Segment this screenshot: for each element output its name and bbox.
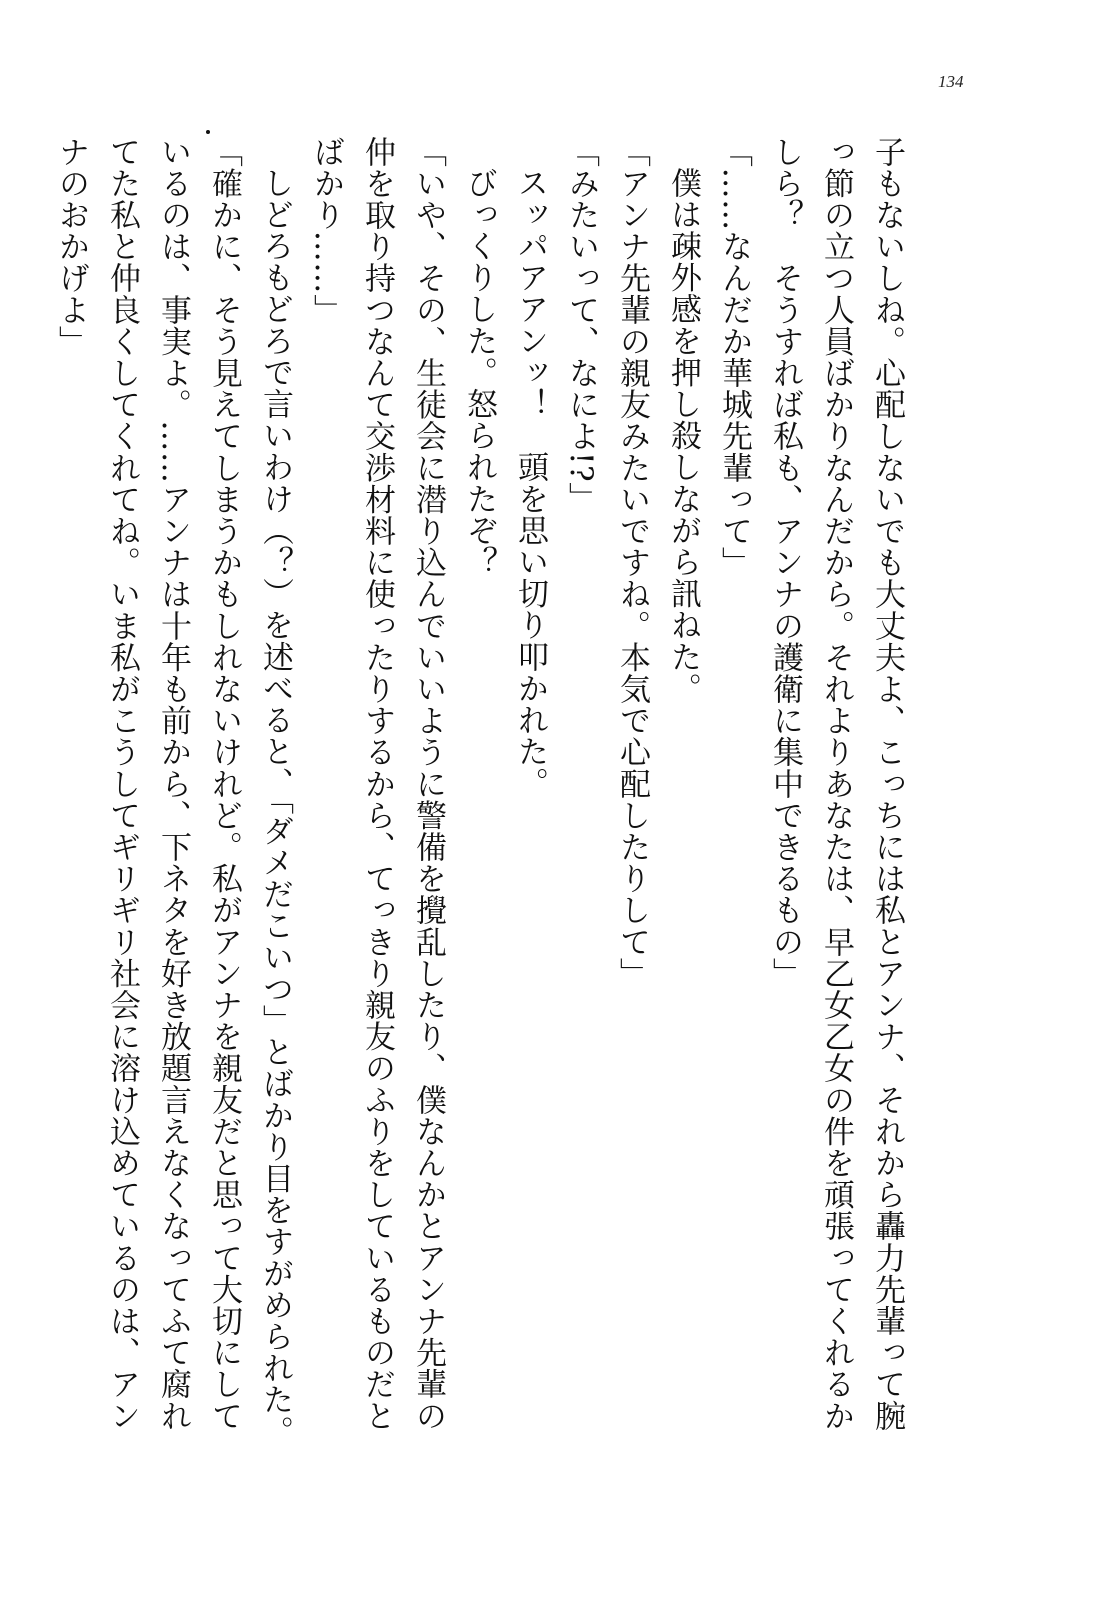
paragraph-1: 子もないしね。心配しないでも大丈夫よ、こっちには私とアンナ、それから轟力先輩って腕っ節の立つ人員ばかりなんだから。それよりあなたは、早乙女乙女の件を頑張ってくれるかしら？ そうすれば私も、アンナの護衛に集中できるもの」 xyxy=(767,136,905,1432)
paragraph-10: 「確かに、そう見えてしまうかもしれないけれど。私がアンナを親友だと思って大切にしているのは、事実よ。……アンナは十年も前から、下ネタを好き放題言えなくなってふて腐れてた私と仲良くしてくれてね。いま私がこうしてギリギリ社会に溶け込めているのは、アンナのおかげよ」 xyxy=(53,136,242,1432)
paragraph-5: 「みたいって、なによ!?」 xyxy=(563,136,599,514)
paragraph-6: スッパアアンッ！ 頭を思い切り叩かれた。 xyxy=(512,167,548,799)
vertical-text-body xyxy=(53,136,912,1456)
paragraph-2: 「……なんだか華城先輩って」 xyxy=(716,136,752,579)
paragraph-3: 僕は疎外感を押し殺しながら訊ねた。 xyxy=(665,167,701,705)
paragraph-7: びっくりした。怒られたぞ？ xyxy=(461,167,497,578)
page-number: 134 xyxy=(938,72,964,91)
stray-mark xyxy=(206,130,210,134)
paragraph-8: 「いや、その、生徒会に潜り込んでいいように警備を攪乱したり、僕なんかとアンナ先輩の仲を取り持つなんて交渉材料に使ったりするから、てっきり親友のふりをしているものだとばかり……」 xyxy=(308,136,446,1432)
paragraph-9: しどろもどろで言いわけ（？）を述べると、「ダメだこいつ」とばかり目をすがめられた。 xyxy=(257,167,293,1448)
paragraph-4: 「アンナ先輩の親友みたいですね。本気で心配したりして」 xyxy=(614,136,650,990)
